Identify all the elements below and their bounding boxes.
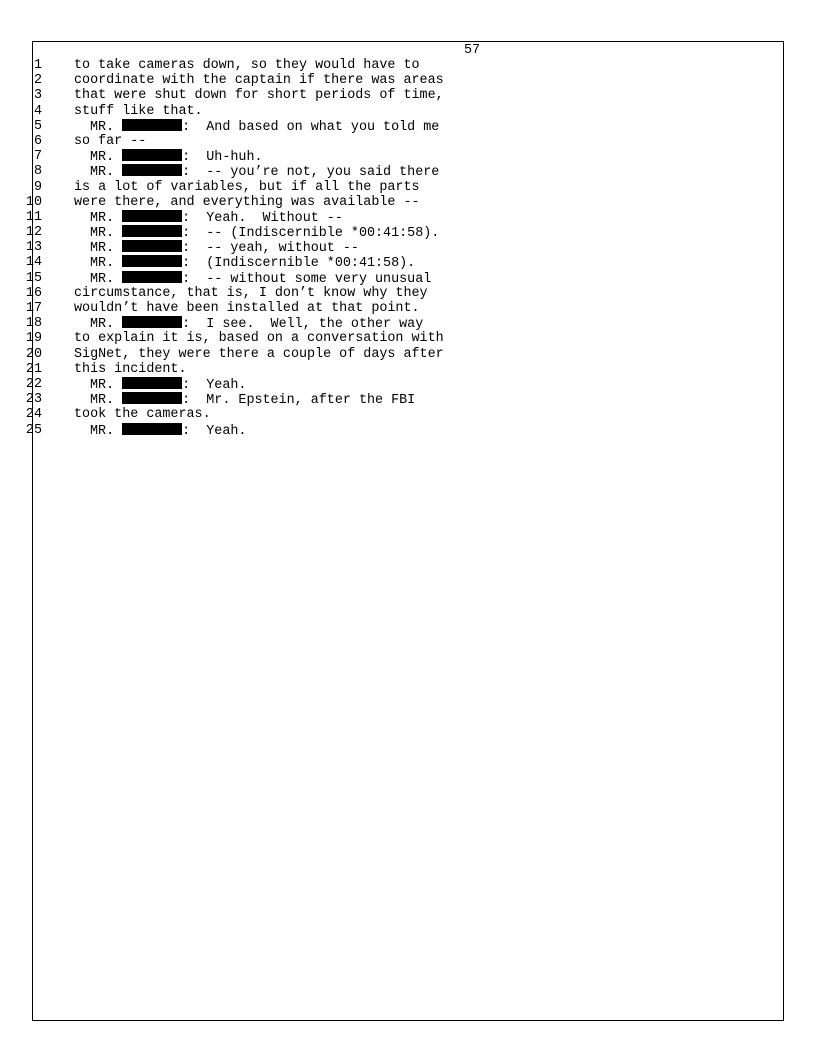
line-number: 22 — [25, 376, 42, 392]
line-number: 20 — [25, 346, 42, 362]
redaction-box — [122, 377, 182, 389]
redaction-box — [122, 316, 182, 328]
line-number: 3 — [33, 88, 42, 104]
line-body: : Yeah. — [182, 423, 247, 439]
line-number: 24 — [25, 407, 42, 423]
speaker-label: MR. — [90, 119, 123, 135]
line-text — [90, 392, 415, 408]
line-text — [74, 407, 211, 422]
line-body: : -- yeah, without -- — [182, 241, 359, 257]
line-text — [74, 362, 187, 377]
line-number: 2 — [33, 73, 42, 89]
line-number: 15 — [25, 270, 42, 286]
line-body: circumstance, that is, I don’t know why they — [74, 285, 428, 301]
line-body: to explain it is, based on a conversation with — [74, 331, 444, 347]
line-number: 6 — [33, 133, 42, 149]
line-text — [90, 164, 439, 180]
speaker-label: MR. — [90, 256, 123, 272]
line-text — [74, 347, 444, 362]
speaker-label: MR. — [90, 423, 123, 439]
line-body: is a lot of variables, but if all the parts — [74, 179, 420, 195]
line-number: 21 — [25, 361, 42, 377]
speaker-label: MR. — [90, 377, 123, 393]
line-body: : And based on what you told me — [182, 119, 440, 135]
redaction-box — [122, 271, 182, 283]
line-body: this incident. — [74, 361, 187, 377]
line-number: 10 — [25, 194, 42, 210]
speaker-label: MR. — [90, 210, 123, 226]
line-body: : -- without some very unusual — [182, 271, 432, 287]
line-text — [74, 331, 444, 346]
line-text — [74, 104, 203, 119]
line-body: : Mr. Epstein, after the FBI — [182, 393, 416, 409]
line-number: 13 — [25, 240, 42, 256]
speaker-label: MR. — [90, 317, 123, 333]
line-number: 18 — [25, 316, 42, 332]
line-body: wouldn’t have been installed at that point. — [74, 301, 420, 316]
line-body: : Uh-huh. — [182, 150, 263, 166]
page-number: 57 — [464, 43, 481, 58]
line-text — [90, 119, 439, 135]
speaker-label: MR. — [90, 393, 123, 409]
line-number: 8 — [33, 164, 42, 180]
speaker-label: MR. — [90, 226, 123, 242]
line-body: : I see. Well, the other way — [182, 317, 424, 333]
redaction-box — [122, 210, 182, 222]
redaction-box — [122, 164, 182, 176]
speaker-label: MR. — [90, 165, 123, 181]
line-body: that were shut down for short periods of time, — [74, 88, 444, 104]
line-text — [74, 58, 420, 73]
line-text — [90, 423, 246, 439]
line-number: 25 — [25, 422, 42, 438]
redaction-box — [122, 392, 182, 404]
line-text — [90, 210, 343, 226]
line-text — [74, 180, 420, 195]
redaction-box — [122, 119, 182, 131]
line-body: took the cameras. — [74, 407, 211, 423]
redaction-box — [122, 240, 182, 252]
line-body: to take cameras down, so they would have to — [74, 58, 420, 73]
line-text — [74, 195, 420, 210]
line-number: 1 — [33, 58, 42, 73]
line-number: 12 — [25, 225, 42, 241]
speaker-label: MR. — [90, 241, 123, 257]
line-number: 14 — [25, 255, 42, 271]
speaker-label: MR. — [90, 150, 123, 166]
line-number: 4 — [33, 103, 42, 119]
line-body: : Yeah. Without -- — [182, 210, 343, 226]
redaction-box — [122, 423, 182, 435]
line-text — [90, 240, 359, 256]
redaction-box — [122, 225, 182, 237]
line-text — [90, 271, 431, 287]
line-number: 19 — [25, 331, 42, 347]
line-body: : -- you’re not, you said there — [182, 165, 440, 181]
line-text — [74, 286, 428, 301]
line-number: 5 — [33, 118, 42, 134]
line-text — [90, 225, 439, 241]
line-text — [90, 316, 423, 332]
line-number: 23 — [25, 392, 42, 408]
line-number: 9 — [33, 179, 42, 195]
line-text — [74, 134, 146, 149]
line-text — [74, 88, 444, 103]
line-body: coordinate with the captain if there was areas — [74, 73, 444, 89]
line-number: 16 — [25, 285, 42, 301]
redaction-box — [122, 255, 182, 267]
line-number: 7 — [33, 149, 42, 165]
line-number: 11 — [25, 209, 42, 225]
redaction-box — [122, 149, 182, 161]
line-body: were there, and everything was available -- — [74, 194, 420, 210]
line-text — [74, 301, 420, 316]
line-number: 17 — [25, 301, 42, 316]
line-text — [90, 149, 263, 165]
line-body: stuff like that. — [74, 103, 203, 119]
line-body: so far -- — [74, 133, 147, 149]
line-body: SigNet, they were there a couple of days after — [74, 346, 444, 362]
line-text — [90, 377, 246, 393]
line-text — [74, 73, 444, 88]
line-text — [90, 255, 415, 271]
line-body: : Yeah. — [182, 377, 247, 393]
speaker-label: MR. — [90, 271, 123, 287]
line-body: : (Indiscernible *00:41:58). — [182, 256, 416, 272]
line-body: : -- (Indiscernible *00:41:58). — [182, 226, 440, 242]
